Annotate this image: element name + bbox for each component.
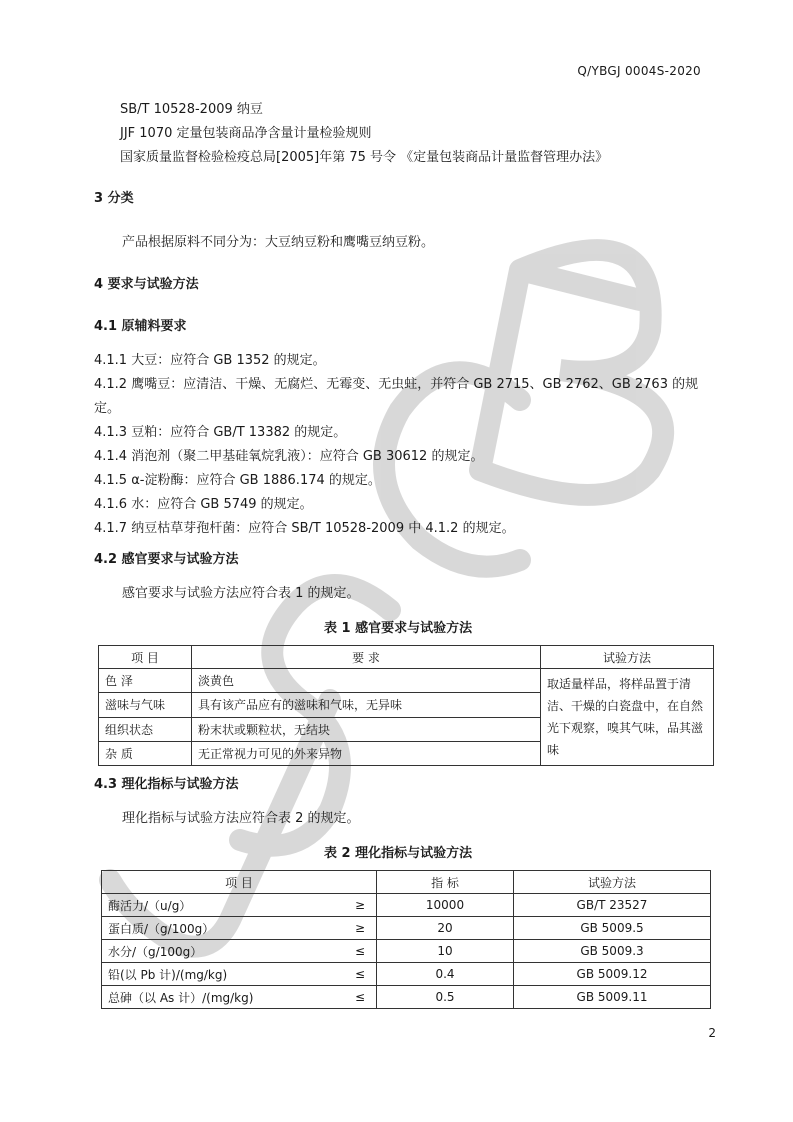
item-4-1-2-cont: 定。 xyxy=(94,401,121,416)
table-cell: 粉末状或颗粒状，无结块 xyxy=(192,717,541,741)
section-4-2-text: 感官要求与试验方法应符合表 1 的规定。 xyxy=(122,586,360,601)
table-2-caption: 表 2 理化指标与试验方法 xyxy=(324,846,473,861)
table-cell: 0.5 xyxy=(377,986,514,1009)
table-cell: 杂 质 xyxy=(99,741,192,765)
table-cell: ≤ xyxy=(344,986,377,1009)
table-cell: GB 5009.5 xyxy=(514,917,711,940)
table-cell: 铅(以 Pb 计)/(mg/kg) xyxy=(102,963,345,986)
table-header-cell: 项 目 xyxy=(102,871,377,894)
physicochemical-table xyxy=(101,870,711,1009)
section-4-3-text: 理化指标与试验方法应符合表 2 的规定。 xyxy=(122,811,360,826)
table-cell: 淡黄色 xyxy=(192,669,541,693)
table-cell: 组织状态 xyxy=(99,717,192,741)
table-cell: 10 xyxy=(377,940,514,963)
section-4-3-title: 4.3 理化指标与试验方法 xyxy=(94,777,239,792)
document-code: Q/YBGJ 0004S-2020 xyxy=(577,64,701,78)
table-cell: 滋味与气味 xyxy=(99,693,192,717)
table-cell: 酶活力/（u/g） xyxy=(102,894,345,917)
table-header-cell: 要 求 xyxy=(192,646,541,669)
item-4-1-4: 4.1.4 消泡剂（聚二甲基硅氧烷乳液）：应符合 GB 30612 的规定。 xyxy=(94,449,484,464)
table-cell: ≥ xyxy=(344,894,377,917)
table-row xyxy=(102,963,711,986)
table-cell: 色 泽 xyxy=(99,669,192,693)
item-4-1-5: 4.1.5 α-淀粉酶：应符合 GB 1886.174 的规定。 xyxy=(94,473,381,488)
table-cell: 无正常视力可见的外来异物 xyxy=(192,741,541,765)
section-4-1-title: 4.1 原辅料要求 xyxy=(94,319,187,334)
table-header-cell: 项 目 xyxy=(99,646,192,669)
table-row xyxy=(102,894,711,917)
test-method-cell: 取适量样品，将样品置于清洁、干燥的白瓷盘中，在自然光下观察，嗅其气味，品其滋味 xyxy=(541,669,714,766)
table-1-caption: 表 1 感官要求与试验方法 xyxy=(324,621,473,636)
table-header-cell: 试验方法 xyxy=(541,646,714,669)
table-cell: ≥ xyxy=(344,917,377,940)
table-row xyxy=(102,917,711,940)
table-cell: GB/T 23527 xyxy=(514,894,711,917)
table-cell: 0.4 xyxy=(377,963,514,986)
reference-2: JJF 1070 定量包装商品净含量计量检验规则 xyxy=(120,126,372,141)
page-number: 2 xyxy=(708,1026,716,1040)
item-4-1-1: 4.1.1 大豆：应符合 GB 1352 的规定。 xyxy=(94,353,326,368)
table-cell: 蛋白质/（g/100g） xyxy=(102,917,345,940)
section-3-title: 3 分类 xyxy=(94,191,134,206)
table-cell: 水分/（g/100g） xyxy=(102,940,345,963)
table-cell: ≤ xyxy=(344,940,377,963)
table-header-cell: 试验方法 xyxy=(514,871,711,894)
table-cell: GB 5009.11 xyxy=(514,986,711,1009)
table-row xyxy=(99,669,714,693)
table-cell: 总砷（以 As 计）/(mg/kg) xyxy=(102,986,345,1009)
reference-3: 国家质量监督检验检疫总局[2005]年第 75 号令 《定量包装商品计量监督管理办法》 xyxy=(120,150,609,165)
table-header-row xyxy=(99,646,714,669)
table-row xyxy=(102,940,711,963)
table-row xyxy=(102,986,711,1009)
table-cell: 10000 xyxy=(377,894,514,917)
section-4-title: 4 要求与试验方法 xyxy=(94,277,199,292)
table-cell: 20 xyxy=(377,917,514,940)
table-cell: GB 5009.12 xyxy=(514,963,711,986)
table-header-row xyxy=(102,871,711,894)
table-cell: ≤ xyxy=(344,963,377,986)
reference-1: SB/T 10528-2009 纳豆 xyxy=(120,102,263,117)
item-4-1-3: 4.1.3 豆粕：应符合 GB/T 13382 的规定。 xyxy=(94,425,347,440)
item-4-1-7: 4.1.7 纳豆枯草芽孢杆菌：应符合 SB/T 10528-2009 中 4.1.2 的规定。 xyxy=(94,521,515,536)
sensory-table xyxy=(98,645,714,766)
table-header-cell: 指 标 xyxy=(377,871,514,894)
table-cell: GB 5009.3 xyxy=(514,940,711,963)
item-4-1-6: 4.1.6 水：应符合 GB 5749 的规定。 xyxy=(94,497,313,512)
section-4-2-title: 4.2 感官要求与试验方法 xyxy=(94,552,239,567)
item-4-1-2: 4.1.2 鹰嘴豆：应清洁、干燥、无腐烂、无霉变、无虫蛀，并符合 GB 2715、GB 2762、GB 2763 的规 xyxy=(94,377,699,392)
section-3-text: 产品根据原料不同分为：大豆纳豆粉和鹰嘴豆纳豆粉。 xyxy=(122,235,435,250)
table-cell: 具有该产品应有的滋味和气味，无异味 xyxy=(192,693,541,717)
